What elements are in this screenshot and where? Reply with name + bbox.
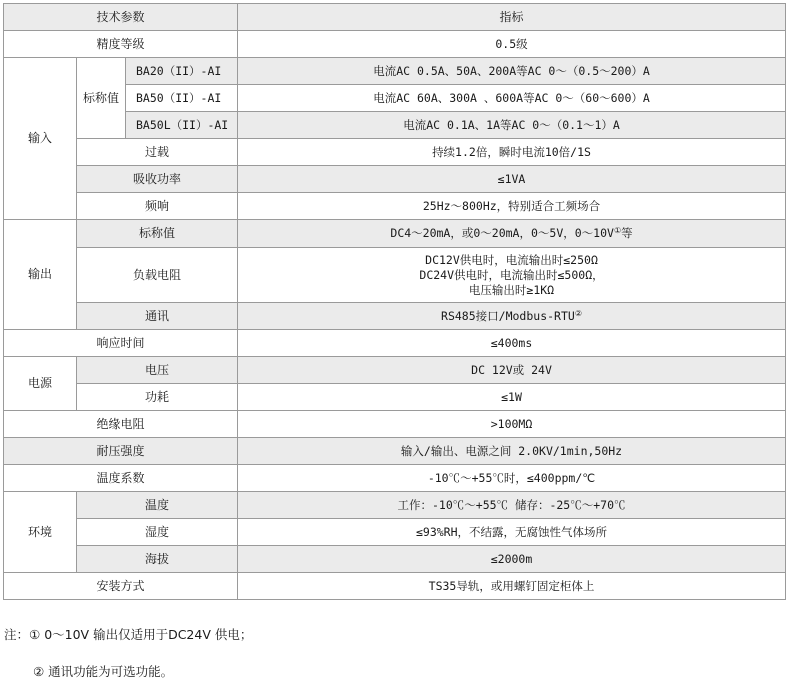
- note-mark-1: ①: [613, 226, 622, 235]
- table-row: [4, 384, 786, 411]
- note-prefix: 注：: [4, 627, 30, 642]
- environment-group-label: 环境: [4, 492, 77, 573]
- freq-value: 25Hz～800Hz，特别适合工频场合: [238, 193, 786, 220]
- output-nominal-label: 标称值: [77, 220, 238, 248]
- install-value: TS35导轨，或用螺钉固定柜体上: [238, 573, 786, 600]
- input-model-2-value: 电流AC 60A、300A 、600A等AC 0～（60～600）A: [238, 85, 786, 112]
- freq-label: 频响: [77, 193, 238, 220]
- table-row: [4, 303, 786, 330]
- table-row: [4, 220, 786, 248]
- table-row: [4, 519, 786, 546]
- input-model-2: BA50（II）-AI: [126, 85, 238, 112]
- altitude-label: 海拔: [77, 546, 238, 573]
- table-row: [4, 411, 786, 438]
- accuracy-value: 0.5级: [238, 31, 786, 58]
- load-line-1: DC12V供电时，电流输出时≤250Ω: [425, 252, 598, 267]
- voltage-value: DC 12V或 24V: [238, 357, 786, 384]
- temperature-label: 温度: [77, 492, 238, 519]
- load-value: [238, 248, 786, 303]
- table-row: [4, 492, 786, 519]
- header-param: 技术参数: [4, 4, 238, 31]
- table-row: [4, 438, 786, 465]
- input-model-1: BA20（II）-AI: [126, 58, 238, 85]
- response-label: 响应时间: [4, 330, 238, 357]
- spec-table: [3, 3, 786, 600]
- power-group-label: 电源: [4, 357, 77, 411]
- altitude-value: ≤2000m: [238, 546, 786, 573]
- humidity-value: ≤93%RH，不结露，无腐蚀性气体场所: [238, 519, 786, 546]
- note-1: [4, 625, 252, 643]
- load-label: 负载电阻: [77, 248, 238, 303]
- power-absorb-label: 吸收功率: [77, 166, 238, 193]
- table-row: [4, 166, 786, 193]
- temp-coef-label: 温度系数: [4, 465, 238, 492]
- note-1-text: ① 0～10V 输出仅适用于DC24V 供电；: [29, 627, 253, 642]
- install-label: 安装方式: [4, 573, 238, 600]
- table-row: [4, 330, 786, 357]
- withstand-label: 耐压强度: [4, 438, 238, 465]
- output-nominal-text: DC4～20mA，或0～20mA，0～5V，0～10V: [390, 226, 614, 240]
- input-model-3: BA50L（II）-AI: [126, 112, 238, 139]
- note-2-text: ② 通讯功能为可选功能。: [33, 664, 174, 679]
- load-line-3: 电压输出时≥1KΩ: [468, 282, 555, 297]
- insulation-value: >100MΩ: [238, 411, 786, 438]
- table-row: [4, 546, 786, 573]
- table-row: [4, 193, 786, 220]
- input-model-1-value: 电流AC 0.5A、50A、200A等AC 0～（0.5～200）A: [238, 58, 786, 85]
- comm-value: [238, 303, 786, 330]
- withstand-value: 输入/输出、电源之间 2.0KV/1min,50Hz: [238, 438, 786, 465]
- table-row: [4, 58, 786, 85]
- output-nominal-value: [238, 220, 786, 248]
- response-value: ≤400ms: [238, 330, 786, 357]
- overload-label: 过载: [77, 139, 238, 166]
- voltage-label: 电压: [77, 357, 238, 384]
- input-group-label: 输入: [4, 58, 77, 220]
- input-nominal-label: 标称值: [77, 58, 126, 139]
- temperature-value: 工作：-10℃～+55℃ 储存：-25℃～+70℃: [238, 492, 786, 519]
- note-2: [33, 662, 173, 680]
- consumption-label: 功耗: [77, 384, 238, 411]
- output-nominal-suffix: 等: [621, 226, 633, 240]
- humidity-label: 湿度: [77, 519, 238, 546]
- table-row: [4, 31, 786, 58]
- table-row: [4, 465, 786, 492]
- table-row: [4, 573, 786, 600]
- power-absorb-value: ≤1VA: [238, 166, 786, 193]
- insulation-label: 绝缘电阻: [4, 411, 238, 438]
- load-line-2: DC24V供电时，电流输出时≤500Ω，: [419, 267, 604, 282]
- temp-coef-value: -10℃～+55℃时，≤400ppm/℃: [238, 465, 786, 492]
- consumption-value: ≤1W: [238, 384, 786, 411]
- header-row: [4, 4, 786, 31]
- header-spec: 指标: [238, 4, 786, 31]
- note-mark-2: ②: [574, 308, 582, 318]
- table-row: [4, 139, 786, 166]
- overload-value: 持续1.2倍，瞬时电流10倍/1S: [238, 139, 786, 166]
- comm-text: RS485接口/Modbus-RTU: [441, 308, 575, 323]
- table-row: [4, 357, 786, 384]
- output-group-label: 输出: [4, 220, 77, 330]
- comm-label: 通讯: [77, 303, 238, 330]
- input-model-3-value: 电流AC 0.1A、1A等AC 0～（0.1～1）A: [238, 112, 786, 139]
- accuracy-label: 精度等级: [4, 31, 238, 58]
- table-row: [4, 248, 786, 303]
